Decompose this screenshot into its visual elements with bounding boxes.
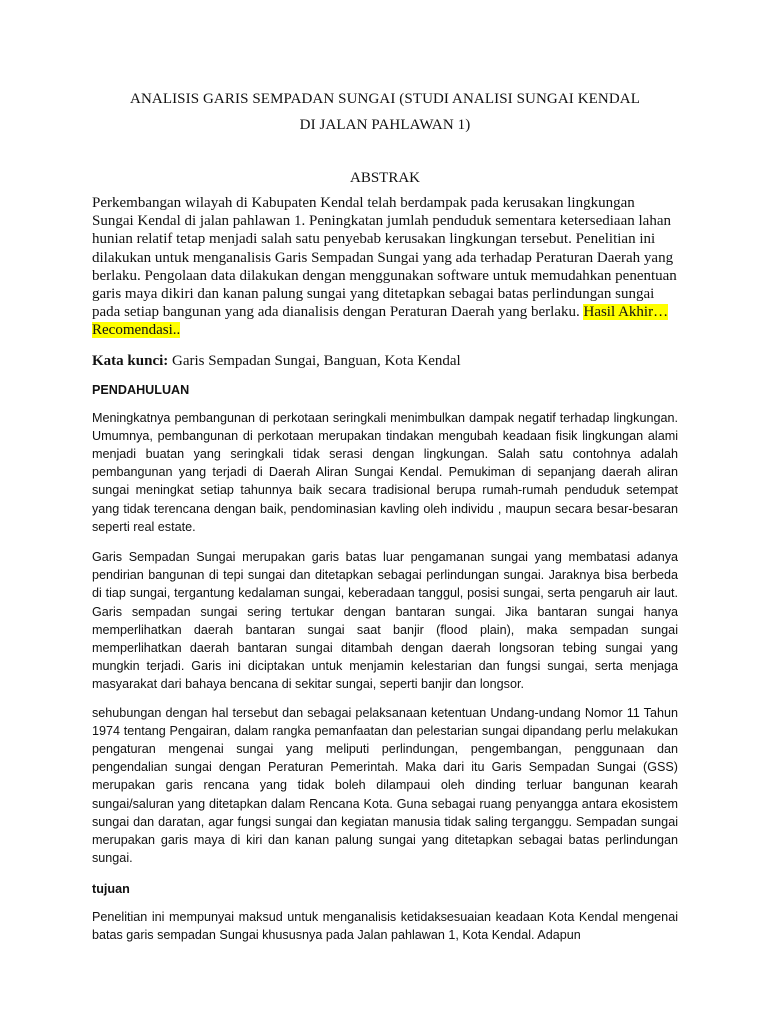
tujuan-paragraph-1: Penelitian ini mempunyai maksud untuk menganalisis ketidaksesuaian keadaan Kota Kendal mengenai batas garis sempadan Sungai khususnya pada Jalan pahlawan 1, Kota Kendal. Adapun — [92, 909, 678, 942]
abstract-paragraph — [92, 194, 678, 340]
document-title-line-1: ANALISIS GARIS SEMPADAN SUNGAI (STUDI ANALISI SUNGAI KENDAL — [130, 91, 640, 107]
abstract-highlighted-text: Hasil Akhir… Recomendasi.. — [92, 304, 669, 339]
document-title-line-2: DI JALAN PAHLAWAN 1) — [299, 117, 471, 133]
pendahuluan-paragraph-3: sehubungan dengan hal tersebut dan sebagai pelaksanaan ketentuan Undang-undang Nomor 11 Tahun 1974 tentang Pengairan, dalam rangka pemanfaatan dan pelestarian sungai dipandang perlu melakukan pengaturan mengenai sungai yang meliputi perlindungan, pengembangan, penggunaan dan pengendalian sungai dengan Peraturan Pemerintah. Maka dari itu Garis Sempadan Sungai (GSS) merupakan garis rencana yang tidak boleh dilampaui oleh dinding terluar bangunan kearah sungai/saluran yang ditetapkan dalam Rencana Kota. Guna sebagai ruang penyangga antara ekosistem sungai dan daratan, agar fungsi sungai dan kegiatan manusia tidak saling terganggu. Sempadan sungai merupakan garis maya di kiri dan kanan palung sungai yang ditetapkan sebagai batas perlindungan sungai. — [92, 705, 678, 866]
section-heading-tujuan: tujuan — [92, 881, 130, 896]
pendahuluan-paragraph-2: Garis Sempadan Sungai merupakan garis batas luar pengamanan sungai yang membatasi adanya pendirian bangunan di tepi sungai dan ditetapkan sebagai perlindungan sungai. Jaraknya bisa berbeda di tiap sungai, tergantung kedalaman sungai, keberadaan tanggul, posisi sungai, serta pengaruh air laut. Garis sempadan sungai sering tertukar dengan bantaran sungai. Jika bantaran sungai hanya memperlihatkan daerah bantaran sungai saat banjir (flood plain), maka sempadan sungai memperlihatkan daerah bantaran sungai ditambah dengan daerah longsoran tebing sungai yang mungkin terjadi. Garis ini diciptakan untuk menjamin kelestarian dan fungsi sungai, serta menjaga masyarakat dari bahaya bencana di sekitar sungai, seperti banjir dan longsor. — [92, 550, 678, 692]
keywords-line — [92, 351, 678, 371]
keywords-text: Garis Sempadan Sungai, Banguan, Kota Kendal — [172, 352, 461, 369]
section-heading-pendahuluan: PENDAHULUAN — [92, 382, 190, 397]
abstract-text: Perkembangan wilayah di Kabupaten Kendal telah berdampak pada kerusakan lingkungan Sungai Kendal di jalan pahlawan 1. Peningkatan jumlah penduduk sementara ketersediaan lahan hunian relatif tetap menjadi salah satu penyebab kerusakan lingkungan tersebut. Penelitian ini dilakukan untuk menganalisis Garis Sempadan Sungai yang ada terhadap Peraturan Daerah yang berlaku. Pengolaan data dilakukan dengan menggunakan software untuk memudahkan penentuan garis maya dikiri dan kanan palung sungai yang ditetapkan sebagai batas perlindungan sungai pada setiap bangunan yang ada dianalisis dengan Peraturan Daerah yang berlaku. — [92, 195, 677, 321]
keywords-label: Kata kunci: — [92, 352, 169, 369]
abstract-heading: ABSTRAK — [349, 170, 420, 186]
pendahuluan-paragraph-1: Meningkatnya pembangunan di perkotaan seringkali menimbulkan dampak negatif terhadap lingkungan. Umumnya, pembangunan di perkotaan merupakan tindakan mengubah keadaan fisik lingkungan alami menjadi buatan yang seringkali tidak serasi dengan lingkungan. Salah satu contohnya adalah pembangunan yang terjadi di Daerah Aliran Sungai Kendal. Pemukiman di sepanjang daerah aliran sungai meningkat setiap tahunnya baik secara tradisional berupa rumah-rumah penduduk setempat yang tidak terencana dengan baik, pendominasian kavling oleh individu , maupun secara besar-besaran seperti real estate. — [92, 410, 678, 534]
